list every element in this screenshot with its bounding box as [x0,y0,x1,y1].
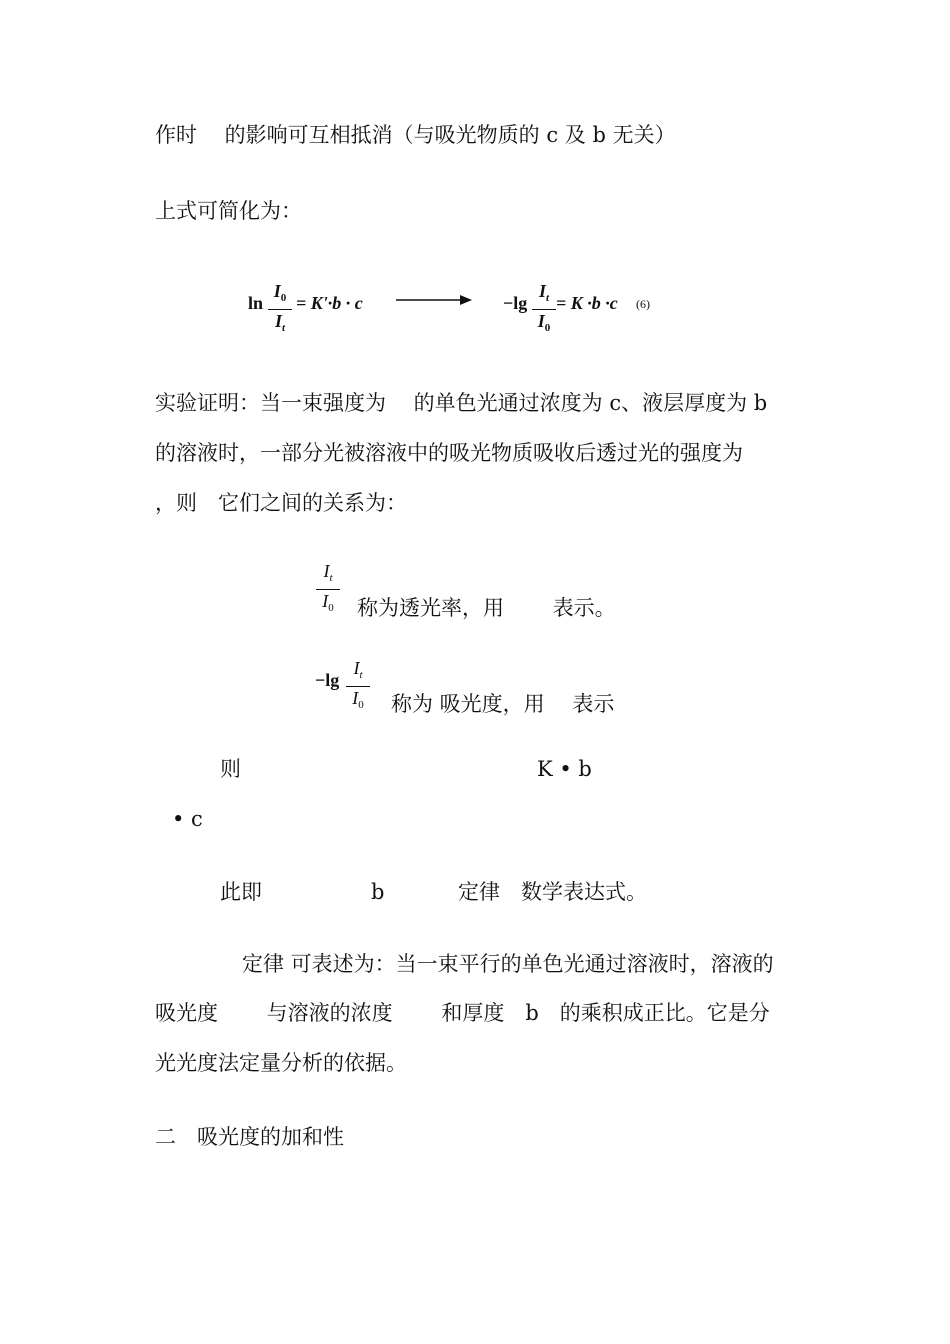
text-line-10b: b [371,880,385,904]
section-heading: 二 吸光度的加和性 [155,1125,344,1149]
text-line-3: 实验证明：当一束强度为 的单色光通过浓度为 c、液层厚度为 b [155,391,768,415]
absorbance-fraction: $I_t$ $I_0$ [346,658,370,715]
eq-fraction-2: $I_t$ $I_0$ [532,281,556,338]
text-line-10c: 定律 数学表达式。 [458,880,647,904]
arrow-icon [396,293,476,307]
eq-number: (6) [636,297,650,311]
eq-fraction-1: $I_0$ $I_t$ [268,281,292,338]
text-line-12: 吸光度 与溶液的浓度 和厚度 b 的乘积成正比。它是分 [155,1001,770,1025]
eq-ln: ln [248,293,264,313]
text-line-13: 光光度法定量分析的依据。 [155,1051,407,1075]
text-line-1: 作时 的影响可互相抵消（与吸光物质的 c 及 b 无关） [155,123,676,147]
transmittance-fraction: $I_t$ $I_0$ [316,561,340,618]
eq-rhs-1: = K'·b · c [296,293,363,313]
text-line-5: ，则 它们之间的关系为： [155,491,407,515]
text-line-7: 称为 吸光度，用 表示 [391,692,615,716]
eq-neg-lg: −lg [503,293,528,313]
text-line-8a: 则 [220,757,241,781]
text-line-9: • c [172,807,203,831]
text-line-4: 的溶液时，一部分光被溶液中的吸光物质吸收后透过光的强度为 [155,441,743,465]
eq-rhs-2: = K ·b ·c [556,293,618,313]
text-line-2: 上式可简化为： [155,199,302,223]
text-line-8b: K • b [537,757,592,781]
text-line-10a: 此即 [220,880,262,904]
text-line-11: 定律 可表述为：当一束平行的单色光通过溶液时，溶液的 [242,952,774,976]
text-line-6: 称为透光率，用 表示。 [357,596,616,620]
absorbance-neg-lg: −lg [315,670,340,690]
